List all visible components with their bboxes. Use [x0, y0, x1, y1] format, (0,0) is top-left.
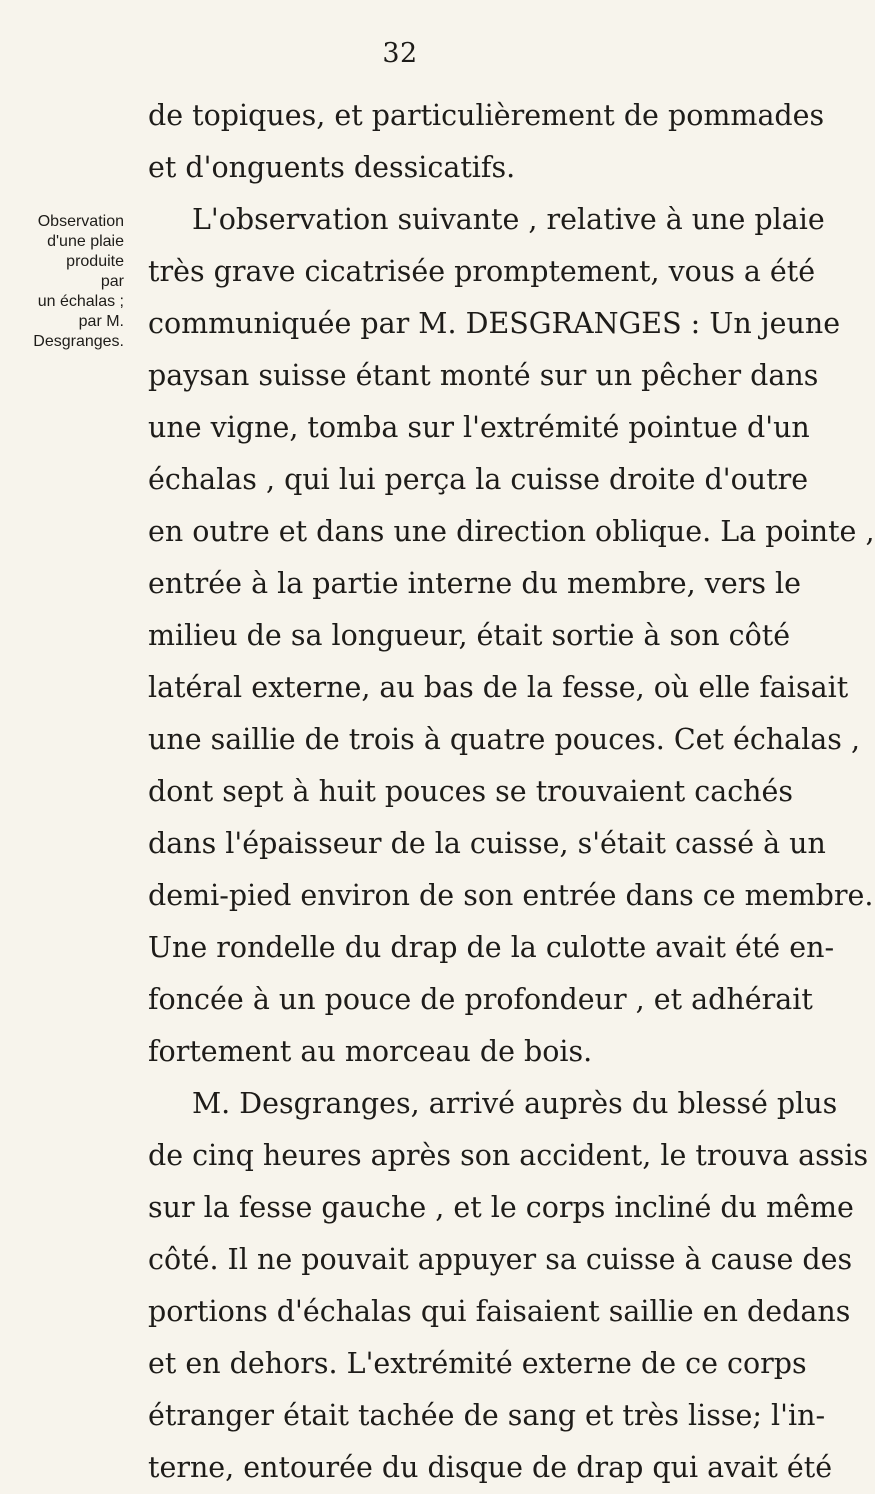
margin-note-line: Observation	[37, 213, 124, 230]
text-line: fortement au morceau de bois.	[148, 1035, 593, 1068]
text-line: de cinq heures après son accident, le trouva assis	[148, 1139, 869, 1172]
text-line: étranger était tachée de sang et très lisse; l'in-	[148, 1399, 826, 1432]
text-line: une vigne, tomba sur l'extrémité pointue d'un	[148, 411, 810, 444]
text-line: de topiques, et particulièrement de pommades	[148, 99, 825, 132]
text-line: une saillie de trois à quatre pouces. Cet échalas ,	[148, 723, 861, 756]
text-line: en outre et dans une direction oblique. La pointe ,	[148, 515, 875, 548]
margin-note-line: d'une plaie	[47, 233, 124, 250]
text-line: Une rondelle du drap de la culotte avait été en-	[148, 931, 835, 964]
text-line: foncée à un pouce de profondeur , et adhérait	[148, 983, 813, 1016]
text-line: M. Desgranges, arrivé auprès du blessé plus	[192, 1087, 838, 1120]
margin-note-line: produite	[66, 253, 124, 270]
margin-note-line: par	[100, 273, 124, 290]
text-line: entrée à la partie interne du membre, vers le	[148, 567, 802, 600]
text-line: très grave cicatrisée promptement, vous a été	[148, 255, 816, 288]
text-line: demi-pied environ de son entrée dans ce membre.	[148, 879, 874, 912]
text-line: latéral externe, au bas de la fesse, où elle faisait	[148, 671, 849, 704]
text-line: milieu de sa longueur, était sortie à son côté	[148, 619, 791, 652]
body-text	[148, 90, 875, 1494]
text-line: et d'onguents dessicatifs.	[148, 151, 516, 184]
text-line: communiquée par M. DESGRANGES : Un jeune	[148, 307, 841, 340]
margin-note-line: Desgranges.	[33, 333, 124, 350]
text-line: côté. Il ne pouvait appuyer sa cuisse à cause des	[148, 1243, 853, 1276]
text-line: terne, entourée du disque de drap qui avait été	[148, 1451, 833, 1484]
text-line: portions d'échalas qui faisaient saillie en dedans	[148, 1295, 851, 1328]
text-line: dont sept à huit pouces se trouvaient cachés	[148, 775, 794, 808]
text-line: dans l'épaisseur de la cuisse, s'était cassé à un	[148, 827, 826, 860]
margin-note-line: par M.	[78, 313, 124, 330]
page-number: 32	[382, 38, 418, 69]
text-line: sur la fesse gauche , et le corps incliné du même	[148, 1191, 854, 1224]
margin-note-line: un échalas ;	[37, 293, 124, 310]
text-line: L'observation suivante , relative à une plaie	[192, 203, 825, 236]
text-line: et en dehors. L'extrémité externe de ce corps	[148, 1347, 807, 1380]
text-line: paysan suisse étant monté sur un pêcher dans	[148, 359, 819, 392]
margin-note	[0, 212, 124, 352]
text-line: échalas , qui lui perça la cuisse droite d'outre	[148, 463, 809, 496]
